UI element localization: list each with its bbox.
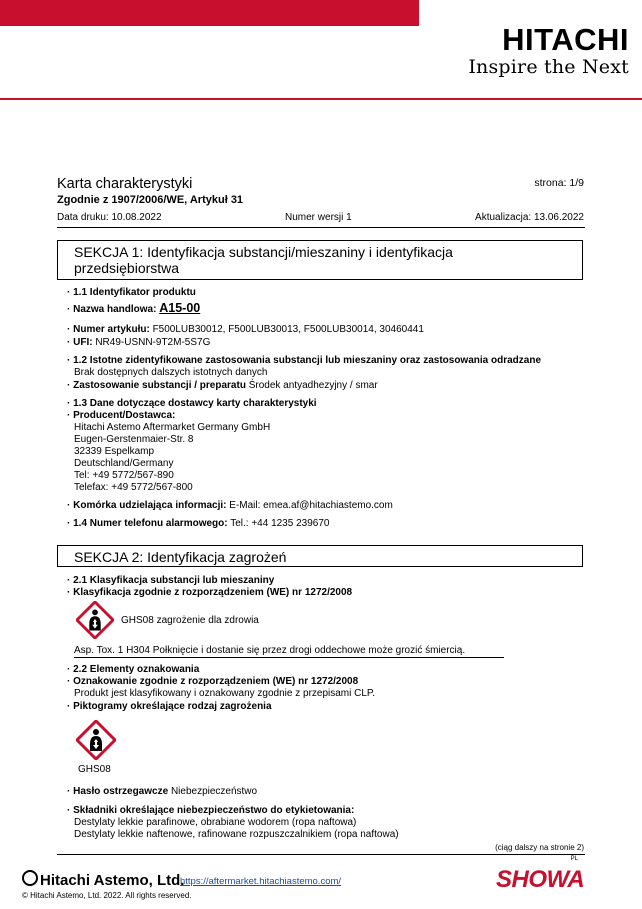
components-heading: · Składniki określające niebezpieczeństwo do etykietowania: <box>67 805 355 816</box>
section2-heading-text: SEKCJA 2: Identyfikacja zagrożeń <box>74 549 287 565</box>
producer-line: Eugen-Gerstenmaier-Str. 8 <box>74 434 194 445</box>
pictograms-heading: · Piktogramy określające rodzaj zagrożenia <box>67 701 272 712</box>
component-line: Destylaty lekkie parafinowe, obrabiane wodorem (ropa naftowa) <box>74 817 357 828</box>
emergency-phone: Tel.: +44 1235 239670 <box>230 518 330 529</box>
section1-heading-line2: przedsiębiorstwa <box>74 260 180 276</box>
ufi-label: · UFI: <box>67 337 93 348</box>
page-bottom-rule <box>57 854 585 855</box>
ghs08-health-hazard-icon <box>76 601 114 639</box>
language-code: PL <box>570 856 578 862</box>
asp-tox-statement: Asp. Tox. 1 H304 Połknięcie i dostanie się przez drogi oddechowe może grozić śmiercią. <box>74 645 466 656</box>
ghs08-description: GHS08 zagrożenie dla zdrowia <box>121 615 259 626</box>
hitachi-astemo-mark-icon <box>22 870 38 886</box>
s13-heading: · 1.3 Dane dotyczące dostawcy karty charakterystyki <box>67 398 317 409</box>
header-rule <box>0 98 642 100</box>
print-date: Data druku: 10.08.2022 <box>57 212 162 223</box>
s22-labelling: · Oznakowanie zgodnie z rozporządzeniem (WE) nr 1272/2008 <box>67 676 359 687</box>
emergency-row <box>67 518 329 530</box>
asp-tox-divider <box>74 657 504 658</box>
page-number: strona: 1/9 <box>534 177 584 189</box>
producer-line: 32339 Espelkamp <box>74 446 155 457</box>
section1-heading-line1: SEKCJA 1: Identyfikacja substancji/mieszaniny i identyfikacja <box>74 244 453 260</box>
trade-name-label: · Nazwa handlowa: <box>67 304 157 315</box>
use-row <box>67 380 378 392</box>
section2-heading <box>57 545 583 567</box>
producer-label: · Producent/Dostawca: <box>67 410 176 421</box>
document-subtitle: Zgodnie z 1907/2006/WE, Artykuł 31 <box>57 194 244 206</box>
info-label: · Komórka udzielająca informacji: <box>67 500 227 511</box>
info-email[interactable]: E-Mail: emea.af@hitachiastemo.com <box>229 500 393 511</box>
producer-line: Hitachi Astemo Aftermarket Germany GmbH <box>74 422 271 433</box>
trade-name-row <box>67 302 200 316</box>
use-label: · Zastosowanie substancji / preparatu <box>67 380 246 391</box>
document-title: Karta charakterystyki <box>57 176 193 192</box>
s22-heading: · 2.2 Elementy oznakowania <box>67 664 200 675</box>
producer-line: Telefax: +49 5772/567-800 <box>74 482 193 493</box>
footer-brand-text: Hitachi Astemo, Ltd. <box>40 872 185 889</box>
logo-brand: HITACHI <box>502 22 629 57</box>
info-row <box>67 500 393 512</box>
producer-line: Tel: +49 5772/567-890 <box>74 470 174 481</box>
s11-heading: · 1.1 Identyfikator produktu <box>67 287 196 298</box>
footer-copyright: © Hitachi Astemo, Ltd. 2022. All rights reserved. <box>22 891 192 900</box>
article-label: · Numer artykułu: <box>67 324 150 335</box>
component-line: Destylaty lekkie naftenowe, rafinowane rozpuszczalnikiem (ropa naftowa) <box>74 829 399 840</box>
header-red-bar <box>0 0 419 26</box>
footer-link[interactable]: https://aftermarket.hitachiastemo.com/ <box>180 876 342 887</box>
hitachi-logo <box>444 24 629 78</box>
article-row <box>67 324 424 336</box>
version-number: Numer wersji 1 <box>285 212 352 223</box>
signal-word-label: · Hasło ostrzegawcze <box>67 786 169 797</box>
continued-note: (ciąg dalszy na stronie 2) <box>495 843 584 852</box>
footer-brand <box>22 870 184 889</box>
s21-heading: · 2.1 Klasyfikacja substancji lub mieszaniny <box>67 575 275 586</box>
logo-tagline: Inspire the Next <box>468 56 629 78</box>
producer-line: Deutschland/Germany <box>74 458 174 469</box>
section1-heading <box>57 240 583 280</box>
s12-heading: · 1.2 Istotne zidentyfikowane zastosowania substancji lub mieszaniny oraz zastosowania odradzane <box>67 355 542 366</box>
update-date: Aktualizacja: 13.06.2022 <box>475 212 584 223</box>
ufi-row <box>67 337 210 349</box>
signal-word-value: Niebezpieczeństwo <box>170 786 258 797</box>
ufi-value: NR49-USNN-9T2M-5S7G <box>95 337 211 348</box>
meta-divider <box>57 227 585 228</box>
showa-logo: SHOWA <box>496 866 585 893</box>
use-value: Środek antyadhezyjny / smar <box>248 380 378 391</box>
trade-name-value: A15-00 <box>159 301 201 315</box>
ghs08-health-hazard-icon <box>76 720 116 760</box>
s21-classification: · Klasyfikacja zgodnie z rozporządzeniem (WE) nr 1272/2008 <box>67 587 353 598</box>
s12-note: Brak dostępnych dalszych istotnych danych <box>74 367 268 378</box>
s22-note: Produkt jest klasyfikowany i oznakowany zgodnie z przepisami CLP. <box>74 688 376 699</box>
signal-word-row <box>67 786 257 798</box>
emergency-label: · 1.4 Numer telefonu alarmowego: <box>67 518 228 529</box>
ghs08-label: GHS08 <box>78 764 111 775</box>
article-value: F500LUB30012, F500LUB30013, F500LUB30014, 30460441 <box>152 324 424 335</box>
